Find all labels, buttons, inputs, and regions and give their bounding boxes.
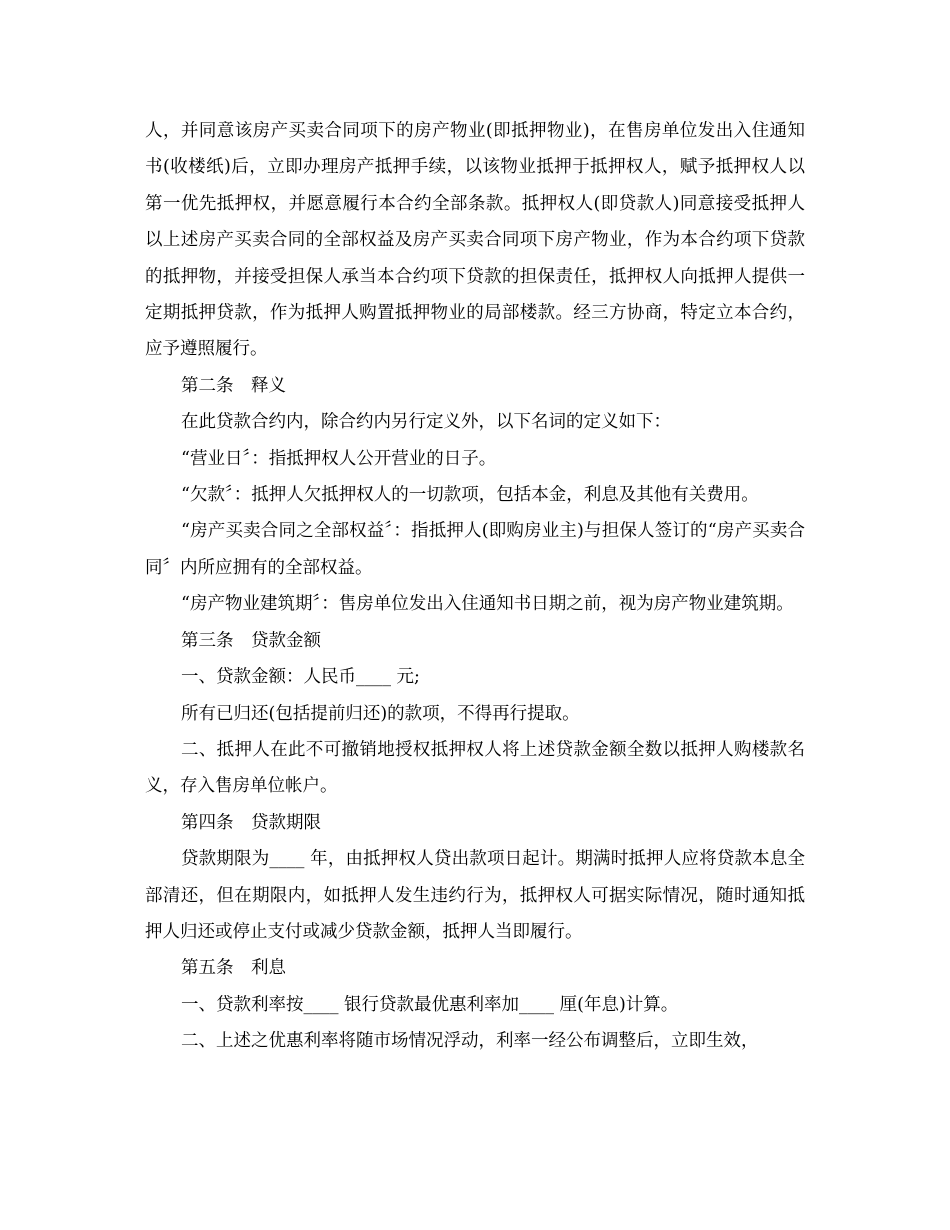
document-body	[145, 113, 805, 1060]
loan-amount-clause: 一、贷款金额：人民币____ 元;	[181, 667, 420, 688]
repaid-amount-clause: 所有已归还(包括提前归还)的款项，不得再行提取。	[181, 703, 580, 724]
definition-debt: “欠款〞：抵押人欠抵押权人的一切款项，包括本金，利息及其他有关费用。	[181, 485, 759, 506]
article-heading-5: 第五条 利息	[181, 958, 286, 979]
floating-rate-clause: 二、上述之优惠利率将随市场情况浮动，利率一经公布调整后，立即生效，	[181, 1031, 759, 1052]
article-heading-4: 第四条 贷款期限	[181, 812, 321, 833]
definition-business-day: “营业日〞：指抵押权人公开营业的日子。	[181, 448, 497, 469]
paragraph-continuation: 人，并同意该房产买卖合同项下的房产物业(即抵押物业)，在售房单位发出入住通知书(收楼纸)后，立即办理房产抵押手续，以该物业抵押于抵押权人，赋予抵押权人以第一优先抵押权，并愿意履行本合约全部条款。抵押权人(即贷款人)同意接受抵押人以上述房产买卖合同的全部权益及房产买卖合同项下房产物业，作为本合约项下贷款的抵押物，并接受担保人承当本合约项下贷款的担保责任，抵押权人向抵押人提供一定期抵押贷款，作为抵押人购置抵押物业的局部楼款。经三方协商，特定立本合约，应予遵照履行。	[145, 121, 805, 360]
paragraph-definitions-intro: 在此贷款合约内，除合约内另行定义外，以下名词的定义如下：	[181, 412, 671, 433]
article-heading-3: 第三条 贷款金额	[181, 630, 321, 651]
article-heading-2: 第二条 释义	[181, 375, 286, 396]
authorization-clause: 二、抵押人在此不可撤销地授权抵押权人将上述贷款金额全数以抵押人购楼款名义，存入售房单位帐户。	[145, 739, 805, 797]
definition-construction-period: “房产物业建筑期〞：售房单位发出入住通知书日期之前，视为房产物业建筑期。	[181, 594, 794, 615]
definition-contract-rights: “房产买卖合同之全部权益〞：指抵押人(即购房业主)与担保人签订的“房产买卖合同〞内所应拥有的全部权益。	[145, 521, 805, 578]
interest-rate-clause: 一、贷款利率按____ 银行贷款最优惠利率加____ 厘(年息)计算。	[181, 994, 679, 1015]
loan-term-clause: 贷款期限为____ 年，由抵押权人贷出款项日起计。期满时抵押人应将贷款本息全部清还，但在期限内，如抵押人发生违约行为，抵押权人可据实际情况，随时通知抵押人归还或停止支付或减少贷款金额，抵押人当即履行。	[145, 849, 805, 942]
